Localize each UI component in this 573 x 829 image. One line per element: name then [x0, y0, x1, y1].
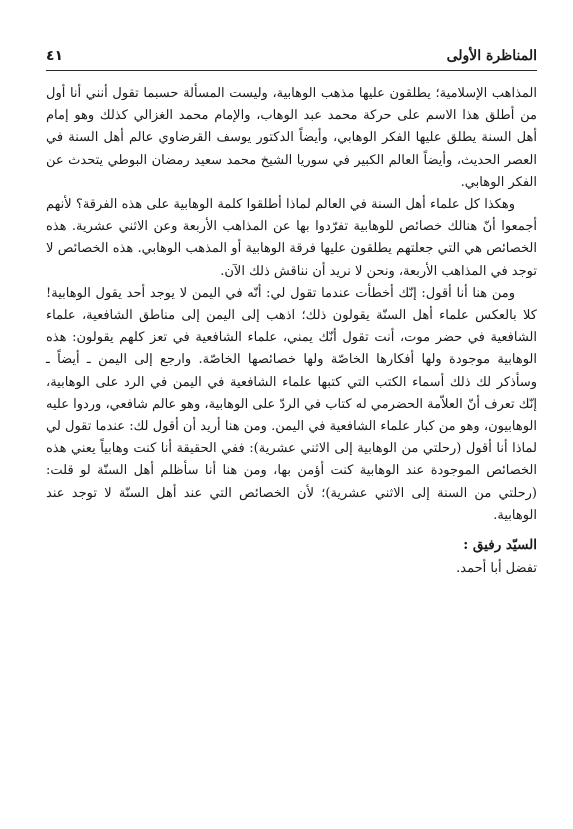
body-text	[46, 83, 537, 527]
book-page	[46, 44, 537, 804]
speaker-line: تفضل أبا أحمد.	[456, 561, 537, 577]
speaker-name: السيّد رفيق :	[463, 537, 537, 554]
paragraph: وهكذا كل علماء أهل السنة في العالم لماذا أطلقوا كلمة الوهابية على هذه الفرقة؟ لأنهم أجمعوا أنّ هنالك خصائص للوهابية تفرّدوا بها عن المذاهب الأربعة وعن الاثني عشرية. هذه الخصائص هي التي جعلتهم يطلقون عليها فرقة الوهابية أو المذهب الوهابي. هذه الخصائص لا توجد في المذاهب الأربعة، ونحن لا نريد أن نناقش ذلك الآن.	[46, 197, 537, 279]
chapter-title: المناظرة الأولى	[446, 48, 537, 64]
page-number: ٤١	[46, 48, 64, 64]
paragraph: المذاهب الإسلامية؛ يطلقون عليها مذهب الوهابية، وليست المسألة حسبما تقول أنني أنا أول من أطلق هذا الاسم على حركة محمد عبد الوهاب، والإمام محمد الغزالي كذلك وهو إمام أهل السنة يطلق عليها الفكر الوهابي، وأيضاً الدكتور يوسف القرضاوي عالم أهل السنة في العصر الحديث، وأيضاً العالم الكبير في سوريا الشيخ محمد سعيد رمضان البوطي يتحدث عن الفكر الوهابي.	[46, 86, 537, 190]
running-header	[46, 44, 537, 71]
paragraph: ومن هنا أنا أقول: إنّك أخطأت عندما تقول لي: أنّه في اليمن لا يوجد أحد يقول الوهابية! كلا بالعكس علماء أهل السنّة يقولون ذلك؛ اذهب إلى اليمن إلى مناطق الشافعية، علماء الشافعية في حضر موت، أنت تقول أنّك يمني، علماء الشافعية في تعز كلهم يقولون: هذه الوهابية موجودة ولها أفكارها الخاصّة ولها خصائصها الخاصّة. وارجع إلى اليمن ـ أيضاً ـ وسأذكر لك ذلك أسماء الكتب التي كتبها علماء الشافعية في اليمن في الرد على الوهابية، إنّك تعرف أنّ العلاّمة الحضرمي له كتاب في الردّ على الوهابية، وهو عالم شافعي، وردوا عليه الوهابيون، وهو من كبار علماء الشافعية في اليمن. ومن هنا أريد أن أقول لك: عندما تقول لي لماذا أنا أقول (رحلتي من الوهابية إلى الاثني عشرية): ففي الحقيقة أنا كنت وهابياً يعني هذه الخصائص الموجودة عند الوهابية كنت أؤمن بها، ومن هنا أنا سأظلم أهل السنّة لو قلت: (رحلتي من السنة إلى الاثني عشرية)؛ لأن الخصائص التي عند أهل السنّة لا توجد عند الوهابية.	[46, 285, 537, 523]
